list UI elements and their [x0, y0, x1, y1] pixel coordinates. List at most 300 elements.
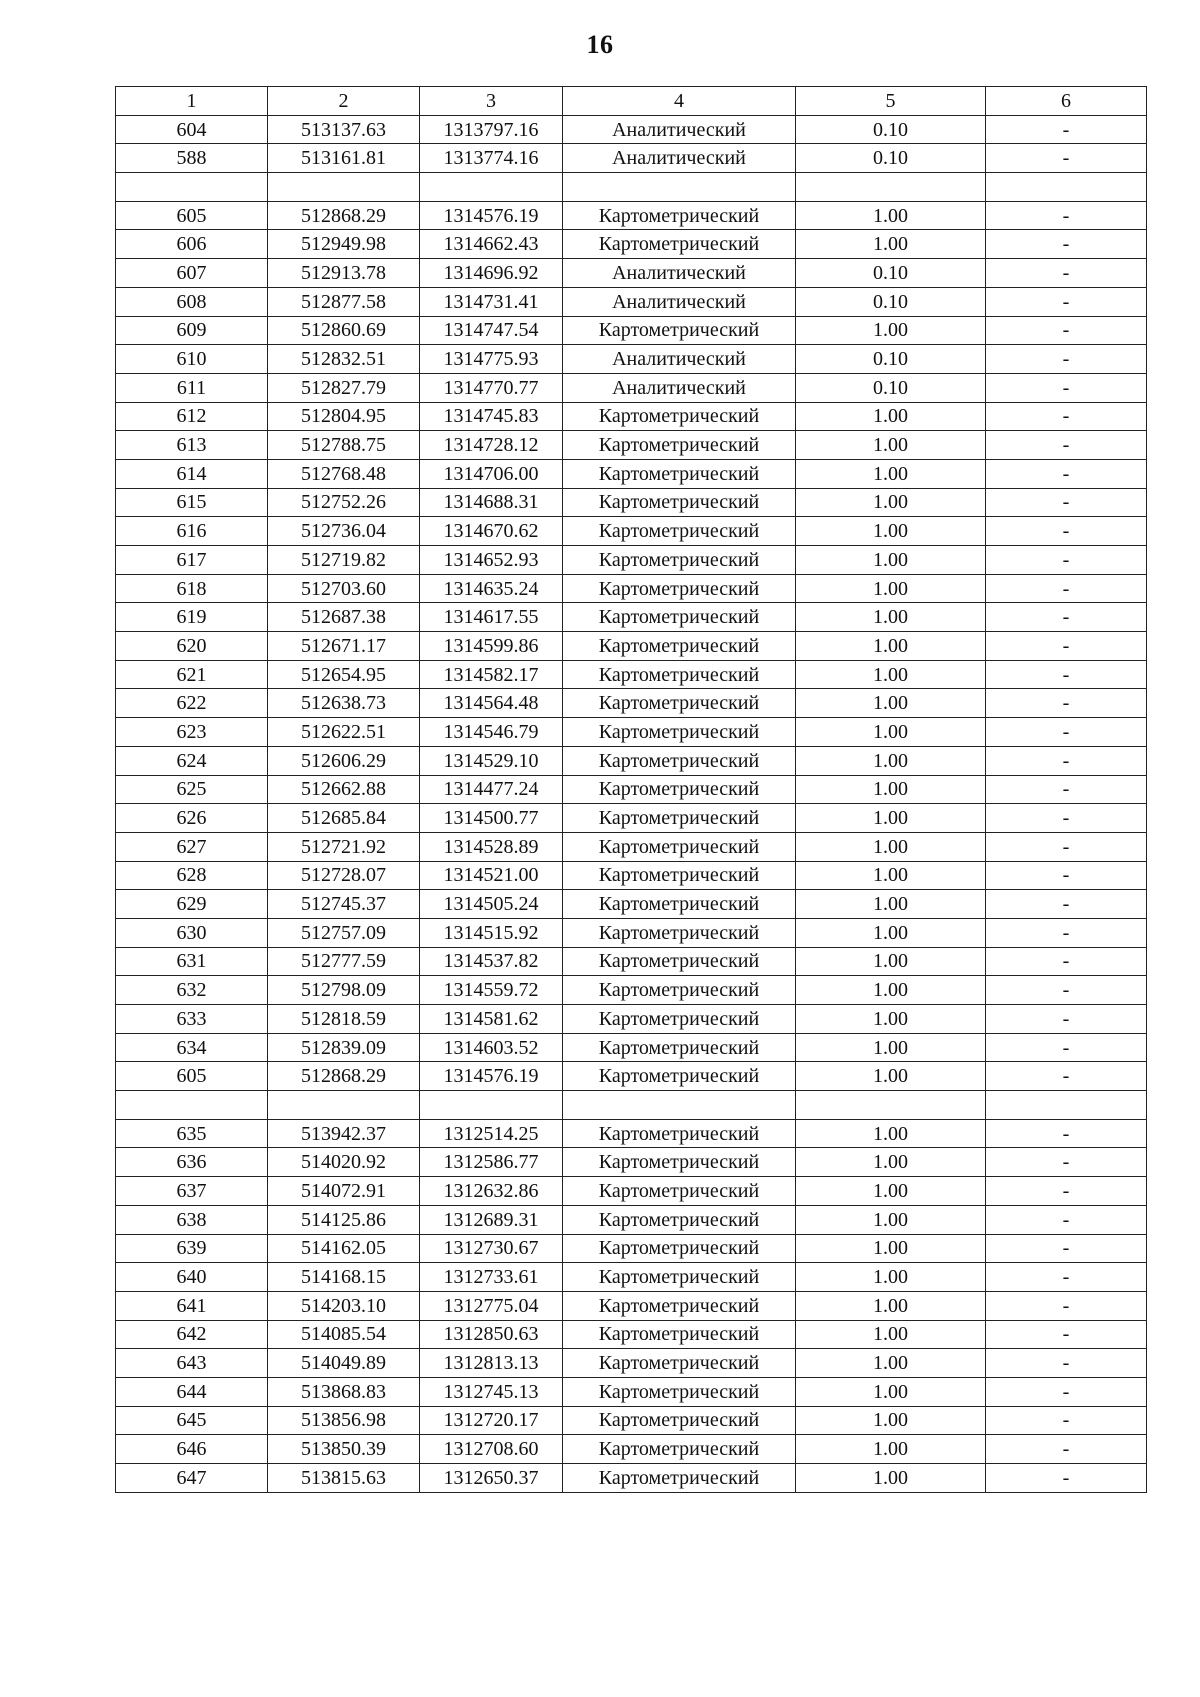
y-coordinate-cell: 1314529.10 — [420, 746, 563, 775]
x-coordinate-cell: 514085.54 — [268, 1320, 420, 1349]
accuracy-cell: 1.00 — [796, 1435, 986, 1464]
method-cell: Аналитический — [563, 373, 796, 402]
y-coordinate-cell: 1312775.04 — [420, 1291, 563, 1320]
y-coordinate-cell: 1314696.92 — [420, 259, 563, 288]
y-coordinate-cell: 1314770.77 — [420, 373, 563, 402]
accuracy-cell: 1.00 — [796, 488, 986, 517]
point-number-cell: 645 — [116, 1406, 268, 1435]
x-coordinate-cell: 512703.60 — [268, 574, 420, 603]
table-row — [116, 345, 1147, 374]
method-cell: Картометрический — [563, 1062, 796, 1091]
note-cell: - — [986, 488, 1147, 517]
column-header: 2 — [268, 87, 420, 116]
table-row — [116, 1406, 1147, 1435]
x-coordinate-cell: 512949.98 — [268, 230, 420, 259]
table-row — [116, 1234, 1147, 1263]
accuracy-cell: 1.00 — [796, 1148, 986, 1177]
x-coordinate-cell — [268, 173, 420, 202]
note-cell: - — [986, 259, 1147, 288]
table-row — [116, 1464, 1147, 1493]
table-row — [116, 373, 1147, 402]
note-cell: - — [986, 832, 1147, 861]
point-number-cell: 588 — [116, 144, 268, 173]
accuracy-cell: 1.00 — [796, 431, 986, 460]
point-number-cell: 623 — [116, 718, 268, 747]
y-coordinate-cell: 1314564.48 — [420, 689, 563, 718]
table-separator-row — [116, 173, 1147, 202]
point-number-cell: 622 — [116, 689, 268, 718]
y-coordinate-cell: 1314599.86 — [420, 632, 563, 661]
coordinates-table — [115, 86, 1147, 1493]
accuracy-cell: 1.00 — [796, 632, 986, 661]
note-cell: - — [986, 1234, 1147, 1263]
y-coordinate-cell: 1314745.83 — [420, 402, 563, 431]
x-coordinate-cell: 512654.95 — [268, 660, 420, 689]
accuracy-cell: 1.00 — [796, 890, 986, 919]
accuracy-cell: 1.00 — [796, 947, 986, 976]
accuracy-cell: 1.00 — [796, 574, 986, 603]
note-cell — [986, 173, 1147, 202]
x-coordinate-cell: 514020.92 — [268, 1148, 420, 1177]
x-coordinate-cell: 512685.84 — [268, 804, 420, 833]
x-coordinate-cell: 512752.26 — [268, 488, 420, 517]
note-cell: - — [986, 373, 1147, 402]
x-coordinate-cell: 513942.37 — [268, 1119, 420, 1148]
method-cell: Картометрический — [563, 1464, 796, 1493]
table-row — [116, 1349, 1147, 1378]
method-cell: Картометрический — [563, 1291, 796, 1320]
accuracy-cell: 1.00 — [796, 1291, 986, 1320]
method-cell: Картометрический — [563, 1119, 796, 1148]
y-coordinate-cell: 1314747.54 — [420, 316, 563, 345]
point-number-cell: 615 — [116, 488, 268, 517]
table-row — [116, 918, 1147, 947]
y-coordinate-cell: 1312813.13 — [420, 1349, 563, 1378]
note-cell: - — [986, 345, 1147, 374]
note-cell: - — [986, 1205, 1147, 1234]
y-coordinate-cell: 1314528.89 — [420, 832, 563, 861]
x-coordinate-cell: 512745.37 — [268, 890, 420, 919]
accuracy-cell: 1.00 — [796, 718, 986, 747]
method-cell: Картометрический — [563, 201, 796, 230]
x-coordinate-cell — [268, 1091, 420, 1120]
note-cell: - — [986, 1377, 1147, 1406]
x-coordinate-cell: 512622.51 — [268, 718, 420, 747]
point-number-cell: 620 — [116, 632, 268, 661]
method-cell: Картометрический — [563, 1320, 796, 1349]
method-cell: Картометрический — [563, 660, 796, 689]
note-cell: - — [986, 804, 1147, 833]
accuracy-cell: 1.00 — [796, 832, 986, 861]
x-coordinate-cell: 512671.17 — [268, 632, 420, 661]
method-cell: Картометрический — [563, 402, 796, 431]
table-row — [116, 201, 1147, 230]
note-cell: - — [986, 1005, 1147, 1034]
method-cell: Картометрический — [563, 459, 796, 488]
method-cell: Картометрический — [563, 976, 796, 1005]
table-row — [116, 402, 1147, 431]
accuracy-cell: 1.00 — [796, 1349, 986, 1378]
table-row — [116, 431, 1147, 460]
x-coordinate-cell: 512818.59 — [268, 1005, 420, 1034]
y-coordinate-cell: 1312733.61 — [420, 1263, 563, 1292]
table-row — [116, 1320, 1147, 1349]
method-cell: Картометрический — [563, 316, 796, 345]
table-row — [116, 947, 1147, 976]
table-row — [116, 230, 1147, 259]
note-cell: - — [986, 918, 1147, 947]
point-number-cell: 610 — [116, 345, 268, 374]
x-coordinate-cell: 513856.98 — [268, 1406, 420, 1435]
note-cell: - — [986, 660, 1147, 689]
point-number-cell: 625 — [116, 775, 268, 804]
x-coordinate-cell: 514203.10 — [268, 1291, 420, 1320]
point-number-cell: 642 — [116, 1320, 268, 1349]
accuracy-cell: 0.10 — [796, 259, 986, 288]
accuracy-cell: 1.00 — [796, 402, 986, 431]
accuracy-cell: 1.00 — [796, 1263, 986, 1292]
table-row — [116, 488, 1147, 517]
method-cell: Картометрический — [563, 1005, 796, 1034]
point-number-cell: 631 — [116, 947, 268, 976]
point-number-cell — [116, 173, 268, 202]
table-row — [116, 1291, 1147, 1320]
note-cell: - — [986, 1177, 1147, 1206]
point-number-cell: 616 — [116, 517, 268, 546]
x-coordinate-cell: 512868.29 — [268, 201, 420, 230]
x-coordinate-cell: 512860.69 — [268, 316, 420, 345]
table-row — [116, 689, 1147, 718]
y-coordinate-cell: 1314581.62 — [420, 1005, 563, 1034]
y-coordinate-cell: 1314617.55 — [420, 603, 563, 632]
x-coordinate-cell: 512687.38 — [268, 603, 420, 632]
x-coordinate-cell: 512868.29 — [268, 1062, 420, 1091]
table-row — [116, 1062, 1147, 1091]
accuracy-cell: 1.00 — [796, 201, 986, 230]
method-cell: Картометрический — [563, 775, 796, 804]
point-number-cell — [116, 1091, 268, 1120]
y-coordinate-cell: 1314477.24 — [420, 775, 563, 804]
accuracy-cell: 1.00 — [796, 1377, 986, 1406]
x-coordinate-cell: 514168.15 — [268, 1263, 420, 1292]
method-cell: Аналитический — [563, 259, 796, 288]
table-separator-row — [116, 1091, 1147, 1120]
point-number-cell: 609 — [116, 316, 268, 345]
note-cell: - — [986, 718, 1147, 747]
y-coordinate-cell: 1314576.19 — [420, 1062, 563, 1091]
y-coordinate-cell: 1312650.37 — [420, 1464, 563, 1493]
y-coordinate-cell: 1312586.77 — [420, 1148, 563, 1177]
x-coordinate-cell: 514125.86 — [268, 1205, 420, 1234]
table-row — [116, 574, 1147, 603]
accuracy-cell: 1.00 — [796, 1062, 986, 1091]
method-cell: Картометрический — [563, 574, 796, 603]
method-cell: Картометрический — [563, 1177, 796, 1206]
method-cell: Картометрический — [563, 804, 796, 833]
x-coordinate-cell: 513161.81 — [268, 144, 420, 173]
point-number-cell: 627 — [116, 832, 268, 861]
table-row — [116, 861, 1147, 890]
table-row — [116, 1377, 1147, 1406]
point-number-cell: 636 — [116, 1148, 268, 1177]
point-number-cell: 604 — [116, 115, 268, 144]
accuracy-cell: 0.10 — [796, 115, 986, 144]
accuracy-cell: 1.00 — [796, 918, 986, 947]
table-row — [116, 1119, 1147, 1148]
y-coordinate-cell: 1312689.31 — [420, 1205, 563, 1234]
note-cell: - — [986, 1119, 1147, 1148]
y-coordinate-cell: 1314603.52 — [420, 1033, 563, 1062]
x-coordinate-cell: 513850.39 — [268, 1435, 420, 1464]
note-cell: - — [986, 1320, 1147, 1349]
accuracy-cell: 0.10 — [796, 345, 986, 374]
table-row — [116, 804, 1147, 833]
table-row — [116, 259, 1147, 288]
y-coordinate-cell: 1314537.82 — [420, 947, 563, 976]
x-coordinate-cell: 514049.89 — [268, 1349, 420, 1378]
point-number-cell: 629 — [116, 890, 268, 919]
y-coordinate-cell: 1314515.92 — [420, 918, 563, 947]
method-cell: Картометрический — [563, 832, 796, 861]
table-row — [116, 718, 1147, 747]
y-coordinate-cell — [420, 173, 563, 202]
x-coordinate-cell: 512832.51 — [268, 345, 420, 374]
accuracy-cell: 0.10 — [796, 287, 986, 316]
method-cell: Картометрический — [563, 546, 796, 575]
note-cell: - — [986, 402, 1147, 431]
note-cell: - — [986, 603, 1147, 632]
x-coordinate-cell: 512662.88 — [268, 775, 420, 804]
accuracy-cell: 1.00 — [796, 1406, 986, 1435]
note-cell: - — [986, 459, 1147, 488]
method-cell: Картометрический — [563, 947, 796, 976]
point-number-cell: 611 — [116, 373, 268, 402]
note-cell: - — [986, 976, 1147, 1005]
y-coordinate-cell: 1314706.00 — [420, 459, 563, 488]
y-coordinate-cell: 1314635.24 — [420, 574, 563, 603]
x-coordinate-cell: 512913.78 — [268, 259, 420, 288]
method-cell: Аналитический — [563, 345, 796, 374]
table-row — [116, 603, 1147, 632]
method-cell: Картометрический — [563, 488, 796, 517]
y-coordinate-cell: 1312514.25 — [420, 1119, 563, 1148]
table-row — [116, 1435, 1147, 1464]
point-number-cell: 613 — [116, 431, 268, 460]
point-number-cell: 647 — [116, 1464, 268, 1493]
y-coordinate-cell: 1314652.93 — [420, 546, 563, 575]
accuracy-cell: 1.00 — [796, 1033, 986, 1062]
method-cell: Картометрический — [563, 1205, 796, 1234]
table-row — [116, 546, 1147, 575]
accuracy-cell: 1.00 — [796, 861, 986, 890]
y-coordinate-cell: 1314582.17 — [420, 660, 563, 689]
point-number-cell: 634 — [116, 1033, 268, 1062]
note-cell — [986, 1091, 1147, 1120]
point-number-cell: 633 — [116, 1005, 268, 1034]
accuracy-cell: 1.00 — [796, 230, 986, 259]
x-coordinate-cell: 512721.92 — [268, 832, 420, 861]
accuracy-cell: 1.00 — [796, 804, 986, 833]
note-cell: - — [986, 1263, 1147, 1292]
note-cell: - — [986, 1062, 1147, 1091]
table-row — [116, 1005, 1147, 1034]
table-row — [116, 1263, 1147, 1292]
note-cell: - — [986, 1435, 1147, 1464]
accuracy-cell: 1.00 — [796, 1177, 986, 1206]
y-coordinate-cell: 1314559.72 — [420, 976, 563, 1005]
note-cell: - — [986, 689, 1147, 718]
point-number-cell: 619 — [116, 603, 268, 632]
column-header: 6 — [986, 87, 1147, 116]
method-cell: Картометрический — [563, 918, 796, 947]
accuracy-cell: 1.00 — [796, 689, 986, 718]
method-cell: Картометрический — [563, 1148, 796, 1177]
y-coordinate-cell: 1314688.31 — [420, 488, 563, 517]
accuracy-cell: 1.00 — [796, 660, 986, 689]
x-coordinate-cell: 512839.09 — [268, 1033, 420, 1062]
note-cell: - — [986, 1464, 1147, 1493]
y-coordinate-cell: 1312708.60 — [420, 1435, 563, 1464]
y-coordinate-cell: 1314731.41 — [420, 287, 563, 316]
x-coordinate-cell: 512728.07 — [268, 861, 420, 890]
method-cell: Картометрический — [563, 890, 796, 919]
x-coordinate-cell: 512638.73 — [268, 689, 420, 718]
point-number-cell: 614 — [116, 459, 268, 488]
accuracy-cell: 1.00 — [796, 1464, 986, 1493]
y-coordinate-cell: 1312850.63 — [420, 1320, 563, 1349]
accuracy-cell: 0.10 — [796, 144, 986, 173]
point-number-cell: 640 — [116, 1263, 268, 1292]
point-number-cell: 608 — [116, 287, 268, 316]
point-number-cell: 646 — [116, 1435, 268, 1464]
table-header-row — [116, 87, 1147, 116]
point-number-cell: 606 — [116, 230, 268, 259]
column-header: 3 — [420, 87, 563, 116]
accuracy-cell: 0.10 — [796, 373, 986, 402]
y-coordinate-cell: 1314500.77 — [420, 804, 563, 833]
point-number-cell: 624 — [116, 746, 268, 775]
x-coordinate-cell: 512719.82 — [268, 546, 420, 575]
table-row — [116, 517, 1147, 546]
note-cell: - — [986, 201, 1147, 230]
x-coordinate-cell: 513868.83 — [268, 1377, 420, 1406]
table-row — [116, 316, 1147, 345]
note-cell: - — [986, 287, 1147, 316]
table-row — [116, 1033, 1147, 1062]
y-coordinate-cell: 1313774.16 — [420, 144, 563, 173]
point-number-cell: 612 — [116, 402, 268, 431]
note-cell: - — [986, 144, 1147, 173]
table-row — [116, 976, 1147, 1005]
table-row — [116, 459, 1147, 488]
accuracy-cell: 1.00 — [796, 1205, 986, 1234]
y-coordinate-cell: 1314670.62 — [420, 517, 563, 546]
accuracy-cell: 1.00 — [796, 775, 986, 804]
note-cell: - — [986, 1291, 1147, 1320]
y-coordinate-cell: 1314775.93 — [420, 345, 563, 374]
method-cell: Картометрический — [563, 1377, 796, 1406]
table-row — [116, 890, 1147, 919]
method-cell: Аналитический — [563, 115, 796, 144]
point-number-cell: 607 — [116, 259, 268, 288]
method-cell: Картометрический — [563, 603, 796, 632]
accuracy-cell — [796, 1091, 986, 1120]
note-cell: - — [986, 632, 1147, 661]
point-number-cell: 626 — [116, 804, 268, 833]
method-cell: Картометрический — [563, 1406, 796, 1435]
accuracy-cell: 1.00 — [796, 976, 986, 1005]
note-cell: - — [986, 746, 1147, 775]
x-coordinate-cell: 514072.91 — [268, 1177, 420, 1206]
note-cell: - — [986, 947, 1147, 976]
method-cell: Картометрический — [563, 517, 796, 546]
accuracy-cell — [796, 173, 986, 202]
table-row — [116, 1205, 1147, 1234]
method-cell: Картометрический — [563, 861, 796, 890]
y-coordinate-cell: 1312745.13 — [420, 1377, 563, 1406]
y-coordinate-cell — [420, 1091, 563, 1120]
table-row — [116, 1148, 1147, 1177]
page-number: 16 — [586, 30, 614, 59]
table-row — [116, 632, 1147, 661]
column-header: 1 — [116, 87, 268, 116]
method-cell: Картометрический — [563, 746, 796, 775]
point-number-cell: 641 — [116, 1291, 268, 1320]
point-number-cell: 643 — [116, 1349, 268, 1378]
point-number-cell: 618 — [116, 574, 268, 603]
note-cell: - — [986, 861, 1147, 890]
y-coordinate-cell: 1312632.86 — [420, 1177, 563, 1206]
method-cell: Картометрический — [563, 1263, 796, 1292]
point-number-cell: 621 — [116, 660, 268, 689]
note-cell: - — [986, 517, 1147, 546]
accuracy-cell: 1.00 — [796, 517, 986, 546]
note-cell: - — [986, 1148, 1147, 1177]
table-row — [116, 115, 1147, 144]
note-cell: - — [986, 546, 1147, 575]
x-coordinate-cell: 512736.04 — [268, 517, 420, 546]
x-coordinate-cell: 512877.58 — [268, 287, 420, 316]
note-cell: - — [986, 316, 1147, 345]
point-number-cell: 605 — [116, 201, 268, 230]
y-coordinate-cell: 1312720.17 — [420, 1406, 563, 1435]
y-coordinate-cell: 1314728.12 — [420, 431, 563, 460]
point-number-cell: 628 — [116, 861, 268, 890]
column-header: 5 — [796, 87, 986, 116]
point-number-cell: 630 — [116, 918, 268, 947]
y-coordinate-cell: 1312730.67 — [420, 1234, 563, 1263]
method-cell: Аналитический — [563, 287, 796, 316]
method-cell: Картометрический — [563, 1349, 796, 1378]
accuracy-cell: 1.00 — [796, 603, 986, 632]
table-row — [116, 832, 1147, 861]
method-cell: Картометрический — [563, 1033, 796, 1062]
x-coordinate-cell: 512788.75 — [268, 431, 420, 460]
method-cell: Картометрический — [563, 632, 796, 661]
accuracy-cell: 1.00 — [796, 1005, 986, 1034]
x-coordinate-cell: 512777.59 — [268, 947, 420, 976]
point-number-cell: 617 — [116, 546, 268, 575]
point-number-cell: 639 — [116, 1234, 268, 1263]
method-cell — [563, 173, 796, 202]
x-coordinate-cell: 512757.09 — [268, 918, 420, 947]
note-cell: - — [986, 431, 1147, 460]
x-coordinate-cell: 513815.63 — [268, 1464, 420, 1493]
point-number-cell: 644 — [116, 1377, 268, 1406]
accuracy-cell: 1.00 — [796, 459, 986, 488]
x-coordinate-cell: 513137.63 — [268, 115, 420, 144]
note-cell: - — [986, 775, 1147, 804]
